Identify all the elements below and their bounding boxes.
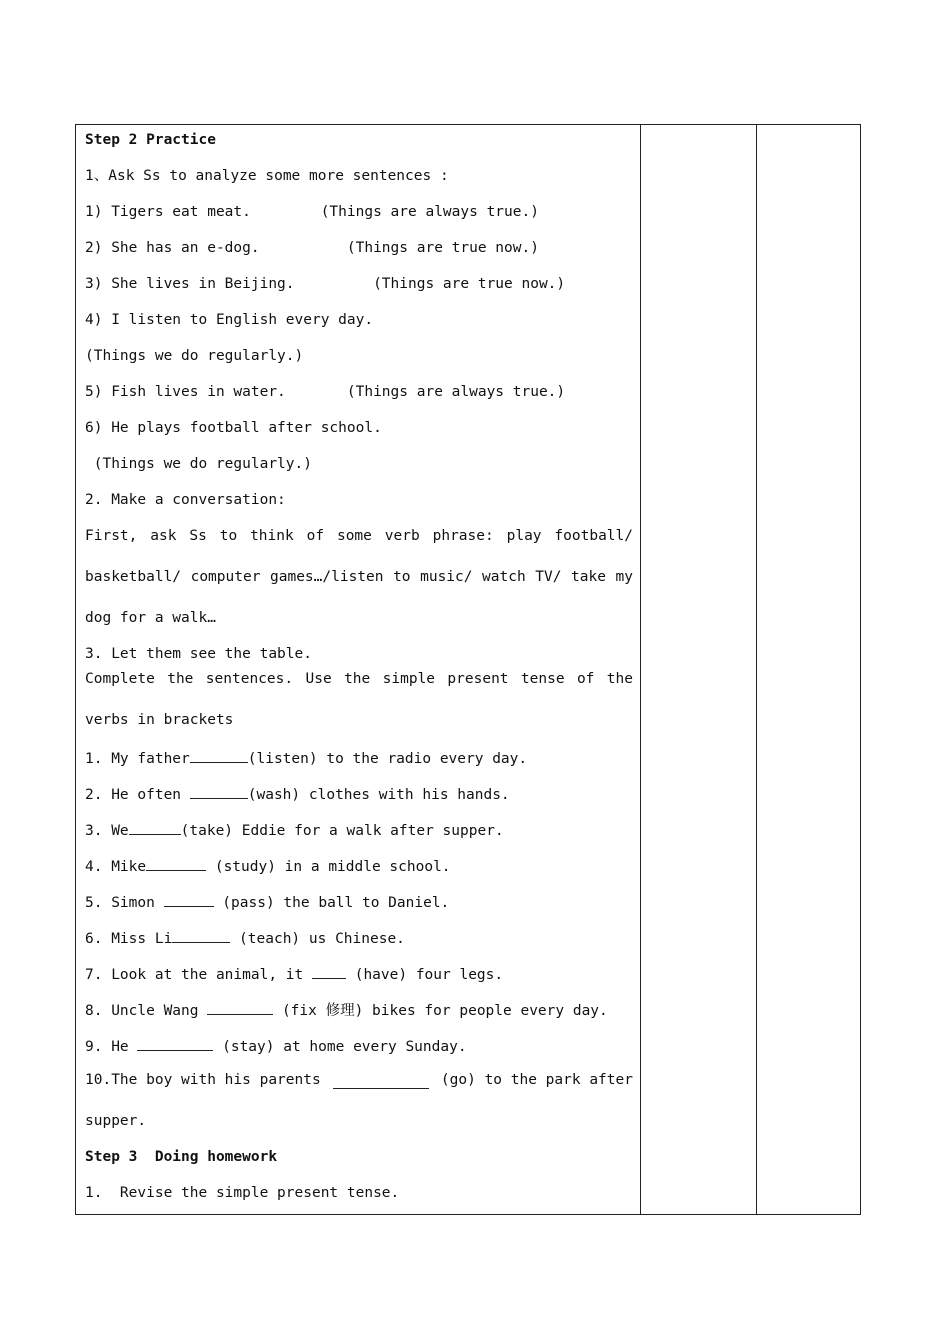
exercise-item xyxy=(85,889,633,925)
conversation-heading: 2. Make a conversation: xyxy=(85,492,286,508)
exercise-text: (have) four legs. xyxy=(345,967,504,983)
example-line: 1) Tigers eat meat. (Things are always true.) xyxy=(85,204,539,220)
example-line: 6) He plays football after school. xyxy=(85,420,382,436)
lesson-content xyxy=(85,129,633,1218)
empty-column-cell xyxy=(641,125,757,1214)
exercise-item xyxy=(85,925,633,961)
exercise-text: 2. He often xyxy=(85,787,190,803)
exercise-text: 4. Mike xyxy=(85,859,147,875)
exercise-text: 10.The boy with his parents xyxy=(85,1072,321,1088)
exercise-text: 3. We xyxy=(85,823,129,839)
main-content-cell xyxy=(76,125,641,1214)
exercise-text: 9. He xyxy=(85,1039,138,1055)
exercise-text: (take) Eddie for a walk after supper. xyxy=(180,823,504,839)
step2-intro: 1、Ask Ss to analyze some more sentences : xyxy=(85,168,449,184)
answer-blank[interactable] xyxy=(190,745,248,763)
exercise-item xyxy=(85,997,633,1033)
exercise-text: (teach) us Chinese. xyxy=(230,931,405,947)
answer-blank[interactable] xyxy=(164,889,214,907)
exercise-text: 7. Look at the animal, it xyxy=(85,967,312,983)
exercise-text: (stay) at home every Sunday. xyxy=(213,1039,467,1055)
complete-instruction: verbs in brackets xyxy=(85,712,234,728)
answer-blank[interactable] xyxy=(146,853,206,871)
step3-heading: Step 3 Doing homework xyxy=(85,1149,278,1165)
exercise-text: 6. Miss Li xyxy=(85,931,173,947)
exercise-item xyxy=(85,781,633,817)
example-line: (Things we do regularly.) xyxy=(85,348,304,364)
conversation-line: First, ask Ss to think of some verb phrase: play football/ xyxy=(85,528,633,544)
exercise-text: (pass) the ball to Daniel. xyxy=(213,895,450,911)
exercise-text: (listen) to the radio every day. xyxy=(247,751,528,767)
exercise-text: (fix 修理) bikes for people every day. xyxy=(273,1003,608,1019)
exercise-item xyxy=(85,1069,633,1110)
exercise-text: 1. My father xyxy=(85,751,190,767)
step2-heading: Step 2 Practice xyxy=(85,132,216,148)
exercise-item xyxy=(85,745,633,781)
answer-blank[interactable] xyxy=(137,1033,213,1051)
answer-blank[interactable] xyxy=(172,925,230,943)
example-line: 2) She has an e-dog. (Things are true now.) xyxy=(85,240,539,256)
example-line: 5) Fish lives in water. (Things are always true.) xyxy=(85,384,566,400)
exercise-text: 8. Uncle Wang xyxy=(85,1003,208,1019)
empty-column-cell xyxy=(757,125,860,1214)
conversation-line: basketball/ computer games…/listen to music/ watch TV/ take my xyxy=(85,569,633,585)
step3-item: 1. Revise the simple present tense. xyxy=(85,1185,400,1201)
exercise-text: (wash) clothes with his hands. xyxy=(247,787,510,803)
answer-blank[interactable] xyxy=(190,781,248,799)
answer-blank[interactable] xyxy=(312,961,346,979)
exercise-item xyxy=(85,817,633,853)
exercise-item xyxy=(85,961,633,997)
exercise-item xyxy=(85,1033,633,1069)
answer-blank[interactable] xyxy=(333,1071,429,1089)
exercise-item xyxy=(85,853,633,889)
example-line: (Things we do regularly.) xyxy=(85,456,312,472)
exercise-item: supper. xyxy=(85,1113,147,1129)
exercise-text: 5. Simon xyxy=(85,895,164,911)
lesson-plan-table xyxy=(75,124,861,1215)
example-line: 4) I listen to English every day. xyxy=(85,312,374,328)
answer-blank[interactable] xyxy=(207,997,273,1015)
table-instruction: 3. Let them see the table. xyxy=(85,646,312,662)
answer-blank[interactable] xyxy=(129,817,181,835)
complete-instruction: Complete the sentences. Use the simple present tense of the xyxy=(85,671,633,687)
example-line: 3) She lives in Beijing. (Things are true now.) xyxy=(85,276,566,292)
exercise-text: (study) in a middle school. xyxy=(206,859,451,875)
exercise-text: (go) to the park after xyxy=(440,1072,633,1088)
conversation-line: dog for a walk… xyxy=(85,610,216,626)
